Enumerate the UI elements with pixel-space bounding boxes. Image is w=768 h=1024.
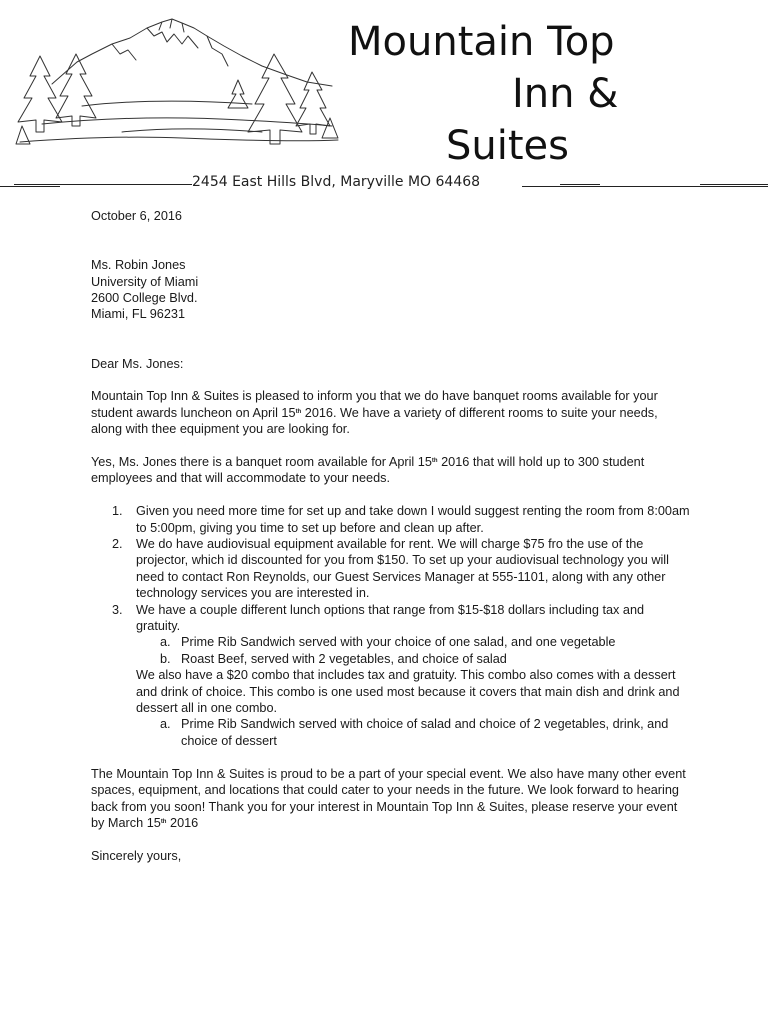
list-item: 2. We do have audiovisual equipment available for rent. We will charge $75 fro the use of the projector, which id discounted for you from $150. To set up your audiovisual technology you will need to contact Ron Reynolds, our Guest Services Manager at 555-1101, along with any other technology services you are interested in. xyxy=(112,537,669,601)
letterhead-rule-left-long xyxy=(14,184,192,185)
letterhead-rule-right xyxy=(520,186,768,187)
closing: Sincerely yours, xyxy=(91,848,182,863)
letter-date: October 6, 2016 xyxy=(91,209,182,223)
recipient-street: 2600 College Blvd. xyxy=(91,291,198,305)
sub-list-item: b. Roast Beef, served with 2 vegetables, and choice of salad xyxy=(160,651,507,666)
recipient-name: Ms. Robin Jones xyxy=(91,258,186,273)
paragraph-3: The Mountain Top Inn & Suites is proud to be a part of your special event. We also have many other event spaces, equipment, and locations that could cater to your needs in the future. We look forward to hearing back from you soon! Thank you for your interest in Mountain Top Inn & Suites, please reserve your event by March 15th 2016 xyxy=(91,766,686,830)
sub-list-item: a. Prime Rib Sandwich served with choice of salad and choice of 2 vegetables, drink, and choice of dessert xyxy=(160,717,669,748)
letterhead-rule-left xyxy=(0,186,60,187)
recipient-org: University of Miami xyxy=(91,274,199,289)
sub-list-item: a. Prime Rib Sandwich served with your choice of one salad, and one vegetable xyxy=(160,635,616,650)
paragraph-1: Mountain Top Inn & Suites is pleased to inform you that we do have banquet rooms available for your student awards luncheon on April 15th 2016. We have a variety of different rooms to suite your needs, along with thee equipment you are looking for. xyxy=(91,389,658,437)
list-item: 1. Given you need more time for set up and take down I would suggest renting the room from 8:00am to 5:00pm, giving you time to set up before and clean up after. xyxy=(112,504,690,535)
salutation: Dear Ms. Jones: xyxy=(91,356,184,371)
letterhead-title-line-2: Inn & xyxy=(512,71,619,117)
letterhead-rule-far-right xyxy=(700,184,768,185)
paragraph-2: Yes, Ms. Jones there is a banquet room available for April 15th 2016 that will hold up to 300 student employees and that will accommodate to your needs. xyxy=(91,455,645,486)
letterhead-rule-right-short xyxy=(560,184,600,185)
letter-body xyxy=(91,208,691,864)
mountain-trees-logo-icon xyxy=(12,14,342,186)
recipient-city: Miami, FL 96231 xyxy=(91,307,186,322)
letterhead-title-line-3: Suites xyxy=(446,123,569,169)
list-item: 3. We have a couple different lunch options that range from $15-$18 dollars including tax and gratuity. xyxy=(112,602,645,634)
letterhead-title-line-1: Mountain Top xyxy=(348,19,615,65)
letterhead-address: 2454 East Hills Blvd, Maryville MO 64468 xyxy=(192,173,522,191)
combo-description: We also have a $20 combo that includes tax and gratuity. This combo also comes with a dessert and drink of choice. This combo is one used most because it covers that main dish and drink and dessert all in one combo. xyxy=(136,668,680,716)
